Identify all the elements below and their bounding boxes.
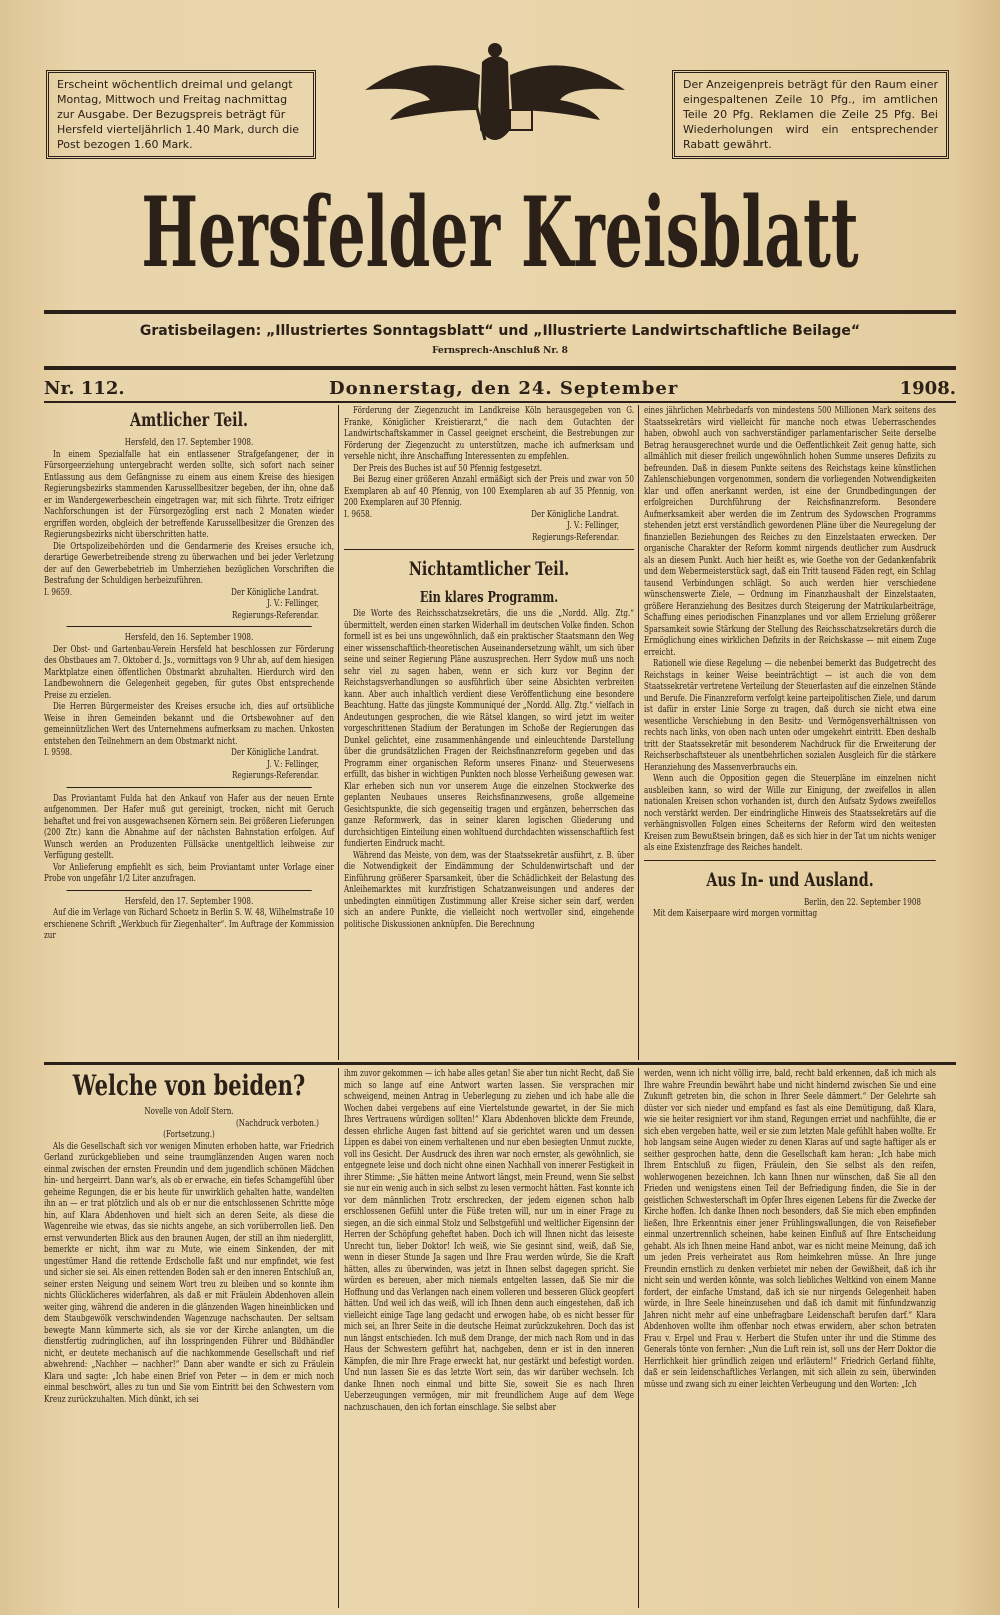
signature-line: J. V.: Fellinger, bbox=[266, 598, 319, 609]
article-text: Wenn auch die Opposition gegen die Steuerpläne im einzelnen nicht ausbleiben kann, so wird der Wille zur Einigung, der zweifellos in allen nationalen Kreisen schon vorhanden ist, durch den Aufsatz Sydows zweifellos noch verstärkt werden. Der eindringliche Hinweis des Staatssekretärs auf die verhängnisvollen Folgen eines Scheiterns der Reform wird den weitesten Kreisen zum Bewußtsein bringen, daß es sich hier in der Tat um nichts weniger als eine Existenzfrage des Reiches handelt. bbox=[644, 773, 936, 853]
article-heading: Ein klares Programm. bbox=[419, 588, 559, 606]
notice-text: Der Preis des Buches ist auf 50 Pfennig festgesetzt. bbox=[353, 462, 543, 474]
article-text: Mit dem Kaiserpaare wird morgen vormittag bbox=[653, 908, 818, 919]
article-text: eines jährlichen Mehrbedarfs von mindestens 500 Millionen Mark seitens des Staatssekretärs wird vielleicht für manche noch etwas Ueberraschendes haben, obwohl auch von sachverständiger parlamentarischer Seite derselbe Betrag herausgerechnet wurde und die Oeffentlichkeit Zeit genug hatte, sich allmählich mit dieser freilich ungewöhnlich hohen Summe unseres Defizits zu befreunden. Daß in diesem Punkte seitens des Reichstags keine künstlichen Zahlenschiebungen vorgenommen, sondern die vorliegenden Notwendigkeiten klar und offen anerkannt werden, ist eine der Grundbedingungen der erfolgreichen Durchführung der Reichsfinanzreform. Besondere Aufmerksamkeit aber werden die im Zentrum des Sydowschen Programms stehenden jetzt erst verständlich gewordenen Pläne über die Neuregelung der finanziellen Beziehungen des Reiches zu den Einzelstaaten erwecken. Der organische Charakter der Reform kommt nirgends deutlicher zum Ausdruck als an diesem Punkt. Auch hier heißt es, wie Goethe von der Gedankenfabrik und dem Webermeisterstück sagt, daß ein Tritt tausend Fäden regt, ein Schlag tausend Verbindungen schlägt. So auch werden hier verschiedene wünschenswerte Ziele, — Ordnung im Finanzhaushalt der Einzelstaaten, größere Heranziehung des Besitzes durch Steigerung der Matrikularbeiträge, Schaffung eines periodischen Finanzplanes und vor allem Erzielung größerer Sparsamkeit sowie Stärkung der Stellung des Reichsschatzsekretärs durch die Ermöglichung eines wirklichen Defizits in der Reichskasse — mit einem Zuge erreicht. bbox=[644, 405, 936, 658]
notice-text: Das Proviantamt Fulda hat den Ankauf von Hafer aus der neuen Ernte aufgenommen. Der Hafer muß gut gereinigt, trocken, nicht mit Geruch behaftet und frei von ausgewachsenen Körnern sein. Bei größeren Lieferungen (200 Ztr.) kann die Abnahme auf der nächsten Bahnstation erfolgen. Auf Wunsch werden an Produzenten Füllsäcke unentgeltlich leihweise zur Verfügung gestellt. bbox=[44, 792, 334, 861]
issue-date: Donnerstag, den 24. September bbox=[329, 378, 679, 399]
notice-text: Förderung der Ziegenzucht im Landkreise Köln herausgegeben von G. Franke, Königlicher Kreistierarzt,“ die nach dem Gutachten der Landwirtschaftskammer in Cassel geeignet erscheint, die Bestrebungen zur Förderung der Ziegenzucht zu unterstützen, mache ich aufmerksam und versehle nicht, ihre Anschaffung Interessenten zu empfehlen. bbox=[344, 405, 634, 462]
section-heading: Nichtamtlicher Teil. bbox=[408, 558, 570, 580]
signature-line: J. V.: Fellinger, bbox=[266, 758, 319, 770]
notice-dateline: Hersfeld, den 16. September 1908. bbox=[124, 632, 254, 643]
right-column bbox=[644, 405, 936, 1060]
divider bbox=[44, 401, 956, 403]
reference-number: I. 9598. bbox=[44, 747, 73, 758]
divider bbox=[67, 890, 312, 891]
notice-signature bbox=[344, 509, 634, 521]
signature-line: Regierungs-Referendar. bbox=[231, 609, 319, 621]
notice-signature bbox=[44, 747, 334, 759]
notice-signature bbox=[44, 587, 334, 599]
column-rule bbox=[638, 1068, 639, 1608]
notice-text: Bei Bezug einer größeren Anzahl ermäßigt sich der Preis und zwar von 50 Exemplaren ab auf 40 Pfennig, von 100 Exemplaren ab auf 35 Pfennig, von 200 Exemplaren auf 30 Pfennig. bbox=[344, 474, 634, 508]
notice-dateline: Hersfeld, den 17. September 1908. bbox=[124, 895, 254, 907]
notice-text: Die Herren Bürgermeister des Kreises ersuche ich, dies auf ortsübliche Weise in ihren Gemeinden bekannt und die Ortsbewohner auf den gemeinnützlichen Wert des Unternehmens aufmerksam zu machen. Unkosten entstehen den Teilnehmern an dem Obstmarkt nicht. bbox=[44, 701, 334, 747]
feuilleton-column-1 bbox=[44, 1068, 334, 1608]
novel-text: werden, wenn ich nicht völlig irre, bald, recht bald erkennen, daß ich mich als Ihre wahre Freundin bewährt habe und nicht hindernd zwischen Sie und eine Zukunft getreten bin, die schon in Ihrer Seele dämmert.“ Der Gelehrte sah düster vor sich nieder und empfand es fast als eine Demütigung, daß Klara, wie sie heiter resigniert vor ihm stand, Regungen erriet und nachfühlte, die er sich eben vergeben hatte, weil er sie zum letzten Male gefühlt haben wollte. Er hob langsam seine Augen wieder zu denen Klaras auf und sagte haftiger als er seither gesprochen hatte, denn die Gesellschaft kam heran: „Ich habe mich Ihrem Entschluß zu fügen, Fräulein, den Sie selbst als den reifen, wohlerwogenen bezeichnen. Ich kann Ihnen nur wünschen, daß Sie all den Frieden und wenigstens einen Teil der Befriedigung finden, die Sie in der geistlichen Schwesterschaft im Opfer Ihres eigenen Lebens für die Zwecke der Kirche hoffen. Ich danke Ihnen noch besonders, daß Sie mich eben empfinden ließen, Ihre Erkenntnis einer jener Frühlingswallungen, die von Reisefieber einmal unzertrennlich scheinen, habe keinen Einfluß auf Ihre Entscheidung gehabt. Als ich Ihnen meine Hand anbot, war es nicht meine Meinung, daß ich um jeden Preis verheiratet aus Rom heimkehren müsse. An Ihre junge Freundin ernstlich zu denken verbietet mir neben der Gewißheit, daß ich ihr nicht sein und werden könnte, was solch liebliches Weltkind von einem Manne fordert, der einfache Umstand, daß ich sie nur nirgends Gelegenheit haben würde, in Ihre Seele hineinzusehen und daß ich damit mit fünfundzwanzig Jahren nicht mehr auf eine unbefragbare Leidenschaft berufen darf.“ Klara Abdenhoven wollte ihm offenbar noch etwas erwidern, aber schon betraten Frau v. Erpel und Frau v. Herbert die Stufen unter ihr und die Stimme des Generals tönte von fernher: „Nun die Luft rein ist, soll uns der Herr Doktor die Herrlichkeit hier gründlich zeigen und erläutern!“ Friedrich Gerland fühlte, daß er sein leidenschaftliches Verlangen, mit sich allein zu sein, überwinden müsse und zwang sich zu einer leichten Verbeugung und den Worten: „Ich bbox=[644, 1068, 936, 1390]
article-text: Während das Meiste, von dem, was der Staatssekretär ausführt, z. B. über die Notwendigkeit der Eindämmung der Schuldenwirtschaft und der Einführung größerer Sparsamkeit, über die Schädlichkeit der Belastung des Anleihemarktes mit kurzfristigen Schatzanweisungen und anderes der unbedingten einmütigen Zustimmung aller Kreise sicher sein darf, werden sich an andere Punkte, die vielleicht noch wertvoller sind, eingehende politische Diskussionen anknüpfen. Die Berechnung bbox=[344, 849, 634, 930]
divider bbox=[644, 860, 936, 861]
masthead-title: Hersfelder Kreisblatt bbox=[141, 178, 859, 290]
signature-line: J. V.: Fellinger, bbox=[566, 520, 619, 531]
signature-line: Regierungs-Referendar. bbox=[231, 770, 319, 781]
signature-line: Der Königliche Landrat. bbox=[531, 508, 619, 520]
notice-text: In einem Spezialfalle hat ein entlassener Strafgefangener, der in Fürsorgeerziehung untergebracht werden sollte, sich sofort nach seiner Entlassung aus dem Gefängnisse zu einem aus einem Kreise des hiesigen Regierungsbezirks stammenden Karussellbesitzer begeben, der ihn, ohne daß er im Wandergewerbeschein eingetragen war, mit sich führte. Trotz eifriger Nachforschungen ist der Fürsorgezögling erst nach 2 Monaten wieder ergriffen worden, obgleich der betreffende Karussellbesitzer die Grenzen des Regierungsbezirks nicht überschritten hatte. bbox=[44, 448, 334, 540]
column-rule bbox=[638, 405, 639, 1060]
novel-title: Welche von beiden? bbox=[72, 1069, 306, 1102]
novel-author: Novelle von Adolf Stern. bbox=[144, 1106, 234, 1117]
issue-dateline bbox=[44, 378, 956, 400]
official-column bbox=[44, 405, 334, 1060]
copyright-note: (Nachdruck verboten.) bbox=[236, 1117, 319, 1129]
notice-dateline: Hersfeld, den 17. September 1908. bbox=[124, 437, 254, 448]
novel-text: Als die Gesellschaft sich vor wenigen Minuten erhoben hatte, war Friedrich Gerland zurückgeblieben und seine traumglänzenden Augen waren noch einmal zwischen der ernsten Freundin und dem jugendlich schönen Mädchen hin- und hergeirrt. Dann war's, als ob er erwache, ein tiefes Schamgefühl über geheime Regungen, die er bis heute für unwirklich gehalten hatte, wandelten ihn an — er trat plötzlich und als ob er nur die entschlossenen Schritte möge hin, auf Klara Abdenhoven und hielt sich an deren Seite, als diese die Wagenreihe wie etwas, das sie nichts angehe, an sich vorüberrollen ließ. Den ernst verwunderten Blick aus den braunen Augen, der still an ihm niederglitt, bemerkte er nicht, ihm war zu Mute, wie einem Sinkenden, der mit ungestümer Hand die rettende Erdscholle faßt und nur empfindet, wie fest und sicher sie sei. Als einen rettenden Boden sah er den inneren Entschluß an, seiner ersten Neigung und seinem Wort treu zu bleiben und so konnte ihm nichts Glücklicheres widerfahren, als daß er mit Fräulein Abdenhoven allein weiter ging, während die anderen in die glänzenden Wagen hineinblicken und dem Staubgewölk verschwindenden Wagenzuge nachschauten. Der seltsam bewegte Mann kümmerte sich, als sie vor der Kirche anlangten, um die dienstfertig zudringlichen, auf ihn losspringenden Führer und Bildhändler nicht, er deutete mechanisch auf die nachkommende Gesellschaft und rief abwehrend: „Nachher — nachher!“ Dann aber wandte er sich zu Fräulein Klara und sagte: „Ich habe einen Brief von Peter — in dem er mich noch einmal beschwört, alles zu tun und Sie vom Eintritt bei den Schwestern vom Kreuz zurückzuhalten. Mich dünkt, ich sei bbox=[44, 1140, 334, 1405]
signature-line: Der Königliche Landrat. bbox=[231, 747, 319, 758]
novel-text: ihm zuvor gekommen — ich habe alles getan! Sie aber tun nicht Recht, daß Sie mich so lange auf eine Antwort warten lassen. Sie versprachen mir schweigend, meinen Antrag in Ueberlegung zu ziehen und ich habe alle die Wochen dabei vergebens auf eine Viertelstunde gewartet, in der Sie mich Ihres Vertrauens würdigen sollten!“ Klara Abdenhoven blickte dem Freunde, dessen ehrliche Augen fast bittend auf sie gerichtet waren und um dessen Lippen es dabei von einem verhaltenen und nur eben besiegten Unmut zuckte, voll ins Gesicht. Der Ausdruck des ihren war noch ernster, als gewöhnlich, sie entgegnete leise und doch nicht ohne einen Nachhall von innerer Festigkeit in ihrer Stimme: „Sie hätten meine Antwort längst, mein Freund, wenn Sie selbst sie nur ein wenig auch in sich selbst zu lesen vermocht hätten. Fast konnte ich vor dem männlichen Trotz erschrecken, der jedem eigenen schon halb erschlossenen Gefühl unter die Füße treten will, nur um in einer Frage zu siegen, an die sich einmal Stolz und Selbstgefühl und weltlicher Eigensinn der Herren der Schöpfung geheftet haben. Doch ich will Ihnen nicht das leiseste Unrecht tun, lieber Doktor! Ich weiß, wie Sie gesinnt sind, weiß, daß Sie, wenn in dieser Stunde Ja sagen und Ihre Frau werden würde, Sie die Kraft hätten, alles zu überwinden, was jetzt in Ihnen selbst dagegen spricht. Sie würden es bereuen, aber mich niemals entgelten lassen, daß Sie mir die Hoffnung und das Verlangen nach einem volleren und besseren Glück geopfert hätten. Und weil ich das weiß, will ich Ihnen denn auch eingestehen, daß ich vielleicht einige Tage lang gedacht und erwogen habe, ob es nicht besser für mich sei, an Ihrer Seite in die deutsche Heimat zurückzukehren. Doch das ist nun längst entschieden. Ich muß dem Drange, der mich nach Rom und in das Haus der Schwestern geführt hat, nachgeben, denn er ist in den inneren Kämpfen, die mir Ihre Frage erweckt hat, nur gestärkt und befestigt worden. Und nun lassen Sie es das letzte Wort sein, das wir darüber wechseln. Ich danke Ihnen noch einmal und bitte Sie, soweit Sie es nach Ihren Ueberzeugungen vermögen, mir mit freundlichem Auge auf dem Wege nachzuschauen, den ich fortan einschlage. Sie selbst aber bbox=[344, 1068, 634, 1413]
subscription-info-box: Erscheint wöchentlich dreimal und gelangt Montag, Mittwoch und Freitag nachmittag zur Ausgabe. Der Bezugspreis beträgt für Hersfeld vierteljährlich 1.40 Mark, durch die Post bezogen 1.60 Mark. bbox=[46, 70, 316, 159]
notice-text: Der Obst- und Gartenbau-Verein Hersfeld hat beschlossen zur Förderung des Obstbaues am 7. Oktober d. Js., vormittags von 9 Uhr ab, auf dem hiesigen Marktplatze einen öffentlichen Obstmarkt abzuhalten. Hierdurch wird den Landbewohnern die Gelegenheit gegeben, für gutes Obst entsprechende Preise zu erzielen. bbox=[44, 643, 334, 701]
middle-column bbox=[344, 405, 634, 1060]
signature-line: Regierungs-Referendar. bbox=[531, 531, 619, 543]
section-heading: Aus In- und Ausland. bbox=[706, 868, 874, 891]
supplements-line: Gratisbeilagen: „Illustriertes Sonntagsblatt“ und „Illustrierte Landwirtschaftliche Beilage“ bbox=[139, 323, 861, 339]
notice-text: Die Ortspolizeibehörden und die Gendarmerie des Kreises ersuche ich, derartige Gewerbetreibende streng zu überwachen und bei jeder Verletzung der auf den Gewerbebetrieb im Umherziehen bezüglichen Vorschriften die Bestrafung der Schuldigen herbeizuführen. bbox=[44, 540, 334, 586]
article-text: Rationell wie diese Regelung — die nebenbei bemerkt das Budgetrecht des Reichstags in keiner Weise beeinträchtigt — ist auch die von dem Staatssekretär vertretene Verteilung der Steuerlasten auf die einzelnen Stände und Berufe. Die Finanzreform verfolgt keine parteipolitischen Ziele, und darum ist dafür in erster Linie Sorge zu tragen, daß durch sie nicht etwa eine wesentliche Verschiebung in den Besitz- und Vermögensverhältnissen von rechts nach links, von oben nach unten oder umgekehrt eintritt. Eben deshalb tritt der Staatssekretär mit besonderem Nachdruck für die Erweiterung der Reichserbschaftsteuer als unentbehrlichen sozialen Ausgleich für die stärkere Heranziehung des Massenverbrauchs ein. bbox=[644, 658, 936, 773]
feuilleton-column-2 bbox=[344, 1068, 634, 1608]
eagle-crest-icon bbox=[360, 40, 630, 150]
article-text: Die Worte des Reichsschatzsekretärs, die uns die „Nordd. Allg. Ztg.“ übermittelt, werden einen starken Widerhall im deutschen Volke finden. Schon formell ist es bei uns ungewöhnlich, daß ein praktischer Staatsmann den Weg einer wissenschaftlich-theoretischen Auseinandersetzung wählt, um sich über seine und seiner Regierung Pläne auszusprechen. Herr Sydow muß uns noch sehr viel zu sagen haben, wenn er sich kurz vor Beginn der Reichstagsverhandlungen so ausführlich über seine Absichten verbreiten kann. Aber auch inhaltlich verdient diese Veröffentlichung eine besondere Beachtung. Hatte das jüngste Kommuniqué der „Nordd. Allg. Ztg.“ vielfach in Andeutungen gesprochen, die wie Rätsel klangen, so wird jetzt im weiter vorgeschrittenen Stadium der Beratungen im Schoße der Regierungen das Dunkel gelichtet, eine zusammenhängende und einleuchtende Darstellung über die grundsätzlichen Fragen der Reichsfinanzreform gegeben und das Programm einer organischen Reform unseres Finanz- und Steuerwesens erfüllt, das bisher in wichtigen Punkten noch blosse Verheißung gewesen war. Klar erheben sich nun vor unserem Auge die einzelnen Stockwerke des geplanten Neubaues unseres Reichsfinanzwesens, große allgemeine Gesichtspunkte, die sich gegenseitig tragen und ergänzen, beherrschen das ganze Reformwerk, das in seiner klaren logischen Gliederung und durchsichtigen Einteilung einen wohltuend durchdachten wissenschaftlich fest fundierten Eindruck macht. bbox=[344, 608, 634, 849]
news-dateline: Berlin, den 22. September 1908 bbox=[803, 896, 921, 908]
column-rule bbox=[338, 405, 339, 1060]
notice-text: Vor Anlieferung empfiehlt es sich, beim Proviantamt unter Vorlage einer Probe von ungefähr 1/2 Liter anzufragen. bbox=[44, 861, 334, 884]
phone-line: Fernsprech-Anschluß Nr. 8 bbox=[432, 346, 568, 356]
reference-number: I. 9659. bbox=[44, 586, 73, 598]
divider bbox=[67, 787, 312, 788]
section-heading: Amtlicher Teil. bbox=[130, 409, 248, 431]
reference-number: I. 9658. bbox=[344, 508, 373, 520]
column-rule bbox=[338, 1068, 339, 1608]
advertising-price-box: Der Anzeigenpreis beträgt für den Raum einer eingespaltenen Zeile 10 Pfg., im amtlichen Teile 20 Pfg. Reklamen die Zeile 25 Pfg. Bei Wiederholungen wird ein entsprechender Rabatt gewährt. bbox=[672, 70, 949, 159]
signature-line: Der Königliche Landrat. bbox=[231, 586, 319, 598]
continuation-note: (Fortsetzung.) bbox=[163, 1129, 215, 1140]
issue-number: Nr. 112. bbox=[44, 378, 125, 399]
divider bbox=[344, 549, 634, 550]
divider bbox=[44, 1062, 956, 1065]
notice-text: Auf die im Verlage von Richard Schoetz in Berlin S. W. 48, Wilhelmstraße 10 erschienene Schrift „Werkbuch für Ziegenhalter“. Im Auftrage der Kommission zur bbox=[44, 907, 334, 941]
divider bbox=[67, 626, 312, 627]
divider bbox=[44, 310, 956, 314]
divider bbox=[44, 366, 956, 370]
issue-year: 1908. bbox=[899, 378, 956, 399]
feuilleton-column-3 bbox=[644, 1068, 936, 1608]
